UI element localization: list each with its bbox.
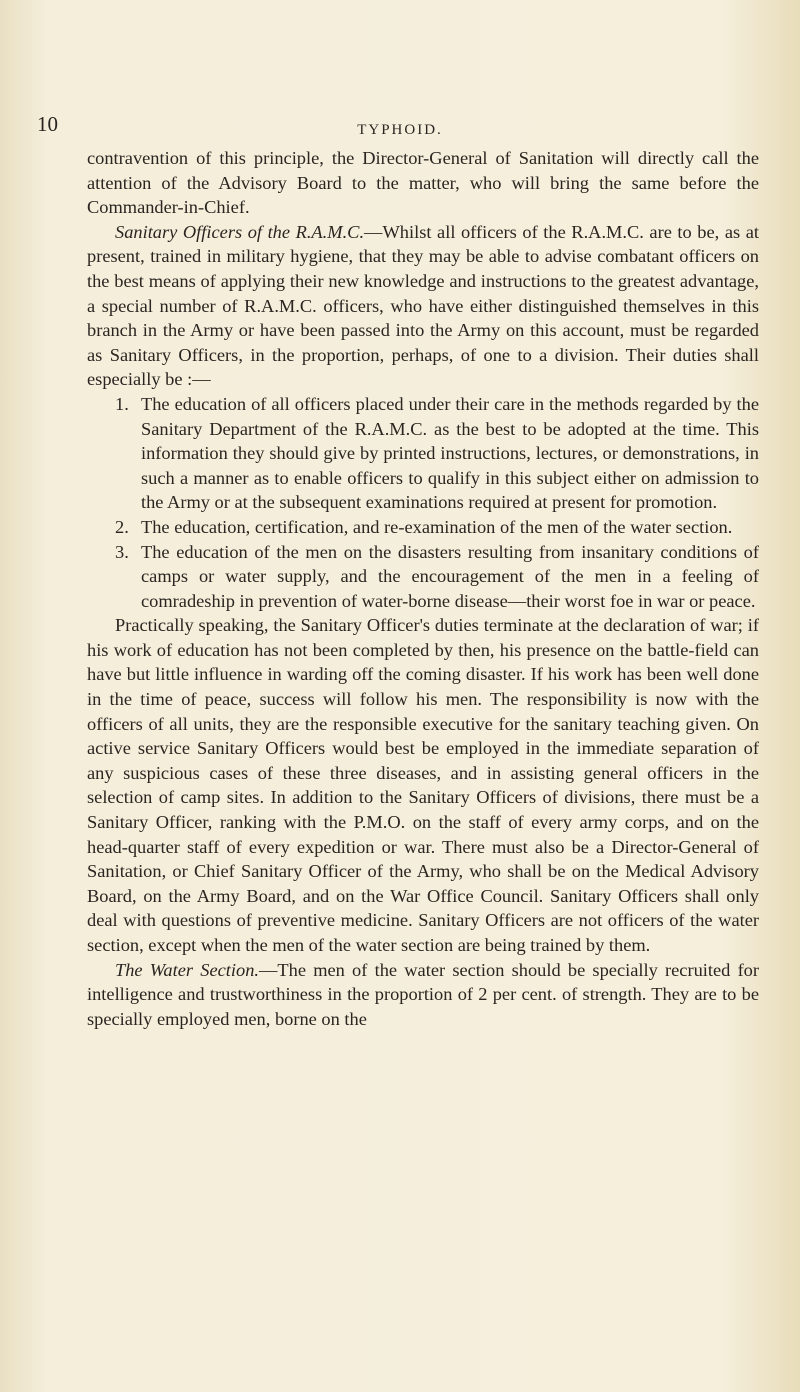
list-number: 1. <box>115 393 129 414</box>
section-heading-water-section: The Water Section. <box>115 959 259 980</box>
body-text <box>87 146 759 1031</box>
list-text: The education, certification, and re-examination of the men of the water section. <box>141 516 733 537</box>
paragraph-text: —Whilst all officers of the R.A.M.C. are to be, as at present, trained in military hygiene, that they may be able to advise combatant officers on the best means of applying their new knowledge and instructions to the greatest advantage, a special number of R.A.M.C. officers, who have either distinguished themselves in this branch in the Army or have been passed into the Army on this account, must be regarded as Sanitary Officers, in the proportion, perhaps, of one to a division. Their duties shall especially be :— <box>87 221 759 390</box>
section-heading-sanitary-officers: Sanitary Officers of the R.A.M.C. <box>115 221 365 242</box>
list-item <box>87 515 759 540</box>
paragraph-text: —The men of the water section should be specially recruited for intelligence and trustworthiness in the proportion of 2 per cent. of strength. They are to be specially employed men, borne on the <box>87 959 760 1029</box>
list-item <box>87 540 759 614</box>
paragraph-practically: Practically speaking, the Sanitary Officer's duties terminate at the declaration of war; if his work of education has not been completed by then, his presence on the battle-field can have but little influence in warding off the coming disaster. If his work has been well done in the time of peace, success will follow his men. The responsibility is now with the officers of all units, they are the responsible executive for the sanitary teaching given. On active service Sanitary Officers would best be employed in the immediate separation of any suspicious cases of these three diseases, and in assisting general officers in the selection of camp sites. In addition to the Sanitary Officers of divisions, there must be a Sanitary Officer, ranking with the P.M.O. on the staff of every army corps, and on the head-quarter staff of every expedition or war. There must also be a Director-General of Sanitation, or Chief Sanitary Officer of the Army, who shall be on the Medical Advisory Board, on the Army Board, and on the War Office Council. Sanitary Officers shall only deal with questions of preventive medicine. Sanitary Officers are not officers of the water section, except when the men of the water section are being trained by them. <box>87 615 759 955</box>
page-number: 10 <box>37 112 58 136</box>
paragraph-continuation: contravention of this principle, the Director-General of Sanitation will directly call the attention of the Advisory Board to the matter, who will bring the same before the Commander-in-Chief. <box>87 148 759 218</box>
duties-list <box>87 392 759 613</box>
paragraph-water-section <box>87 958 759 1032</box>
paragraph-sanitary-officers <box>87 220 759 392</box>
list-number: 3. <box>115 541 129 562</box>
list-text: The education of the men on the disasters resulting from insanitary conditions of camps or water supply, and the encouragement of the men in a feeling of comradeship in prevention of water-borne disease—their worst foe in war or peace. <box>141 541 759 611</box>
list-text: The education of all officers placed under their care in the methods regarded by the Sanitary Department of the R.A.M.C. as the best to be adopted at the time. This information they should give by printed instructions, lectures, or demonstrations, in such a manner as to enable officers to qualify in this subject either on admission to the Army or at the subsequent examinations required at present for promotion. <box>141 393 759 513</box>
running-title: TYPHOID. <box>357 122 443 138</box>
list-number: 2. <box>115 516 129 537</box>
list-item <box>87 392 759 515</box>
